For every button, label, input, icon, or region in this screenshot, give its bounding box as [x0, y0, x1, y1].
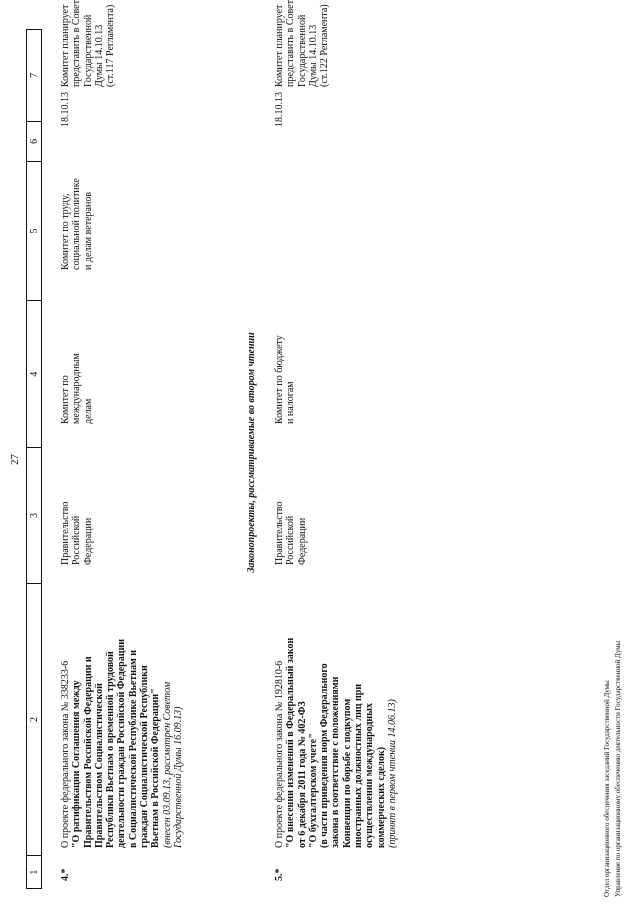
- row-5-author-line: Правительство: [274, 501, 285, 565]
- row-4-plan-line: Государственной: [82, 14, 94, 87]
- header-col-6: 6: [27, 121, 42, 161]
- row-5-author: [274, 447, 308, 565]
- row-5-committee: [274, 291, 297, 424]
- row-5-title-line: Конвенции по борьбе с подкупом: [341, 698, 353, 848]
- footer-line-2: Управление по организационному обеспечению деятельности Государственной Думы: [614, 640, 622, 897]
- header-col-1: 1: [27, 856, 42, 889]
- row-4-number: 4.*: [60, 868, 71, 881]
- header-col-3: 3: [27, 448, 42, 584]
- row-4-date: 18.10.13: [60, 92, 71, 127]
- row-4-author-line: Российской: [71, 515, 83, 565]
- row-5-author-line: Российской: [285, 515, 297, 565]
- row-4-committee: [60, 291, 94, 424]
- row-5-title-line: "О бухгалтерском учете": [307, 733, 319, 848]
- row-5-date: 18.10.13: [274, 92, 285, 127]
- row-4-committee-line: делам: [82, 398, 94, 424]
- row-4-co-committee: [60, 130, 94, 270]
- row-4-plan-line: (ст.117 Регламента): [105, 4, 117, 87]
- header-col-7: 7: [27, 30, 42, 122]
- row-4-plan: [60, 0, 116, 87]
- column-header-row: [26, 29, 42, 889]
- row-4-title-line: деятельности граждан Российской Федерации: [116, 638, 128, 848]
- row-4-committee-line: Комитет по: [60, 375, 71, 424]
- row-4-title-line: граждан Социалистической Республики: [139, 665, 151, 848]
- row-5-title-line: осуществлении международных: [364, 703, 376, 848]
- row-4-co-committee-line: социальной политике: [71, 178, 83, 270]
- row-4-author-line: Правительство: [60, 501, 71, 565]
- row-4-title-line: О проекте федерального закона № 338233-6: [60, 660, 71, 848]
- row-4-author: [60, 447, 94, 565]
- row-5-title-line: (в части приведения норм Федерального: [319, 663, 331, 848]
- row-4-co-committee-line: и делам ветеранов: [82, 191, 94, 270]
- row-5-plan: [274, 0, 330, 87]
- row-5-title-line: О проекте федерального закона № 192810-6: [274, 660, 285, 848]
- row-4-plan-line: Комитет планирует: [60, 4, 71, 87]
- row-5-title-line: иностранных должностных лиц при: [353, 683, 365, 848]
- row-5-committee-line: Комитет по бюджету: [274, 335, 285, 424]
- row-4-committee-line: международным: [71, 353, 83, 424]
- row-5-plan-line: представить в Совет: [285, 0, 297, 87]
- row-4-title-line: Вьетнам в Российской Федерации": [150, 688, 162, 848]
- row-4-plan-line: представить в Совет: [71, 0, 83, 87]
- header-col-5: 5: [27, 162, 42, 301]
- row-4-note-line: Государственной Думы 16.09.13): [172, 706, 184, 848]
- section-title: Законопроекты, рассматриваемые во втором чтении: [246, 332, 257, 573]
- row-5-plan-line: Государственной: [296, 14, 308, 87]
- row-4-title-line: "О ратификации Соглашения между: [71, 680, 83, 848]
- row-4-note-line: (внесен 03.09.13, рассмотрен Советом: [161, 681, 173, 848]
- row-5-number: 5.*: [274, 868, 285, 881]
- row-4-title-line: Правительством Социалистической: [93, 683, 105, 848]
- row-5-plan-line: (ст.122 Регламента): [319, 4, 331, 87]
- row-5-author-line: Федерации: [296, 517, 308, 565]
- header-col-2: 2: [27, 583, 42, 856]
- row-5-title-line: коммерческих сделок): [375, 746, 387, 848]
- page-number: 27: [9, 454, 21, 465]
- row-5-plan-line: Комитет планирует: [274, 4, 285, 87]
- row-5-title-line: закона в соответствие с положениями: [330, 676, 342, 848]
- header-col-4: 4: [27, 301, 42, 448]
- row-4-title-line: в Социалистической Республике Вьетнам и: [127, 649, 139, 848]
- row-5-title: [274, 592, 398, 848]
- row-5-title-line: "О внесении изменений в Федеральный закон: [285, 637, 297, 848]
- row-5-committee-line: и налогам: [285, 381, 297, 424]
- row-4-title-line: Республики Вьетнам о временной трудовой: [105, 651, 117, 848]
- row-5-note-line: (принят в первом чтении 14.06.13): [386, 699, 398, 848]
- row-4-title-line: Правительством Российской Федерации и: [82, 656, 94, 848]
- row-4-author-line: Федерации: [82, 517, 94, 565]
- row-5-title-line: от 6 декабря 2011 года № 402-ФЗ: [296, 701, 308, 848]
- footer-line-1: Отдел организационного обеспечения заседаний Государственной Думы: [603, 680, 611, 897]
- row-4-co-committee-line: Комитет по труду,: [60, 193, 71, 270]
- row-4-title: [60, 592, 184, 848]
- row-4-plan-line: Думы 14.10.13: [93, 24, 105, 87]
- row-5-plan-line: Думы 14.10.13: [307, 24, 319, 87]
